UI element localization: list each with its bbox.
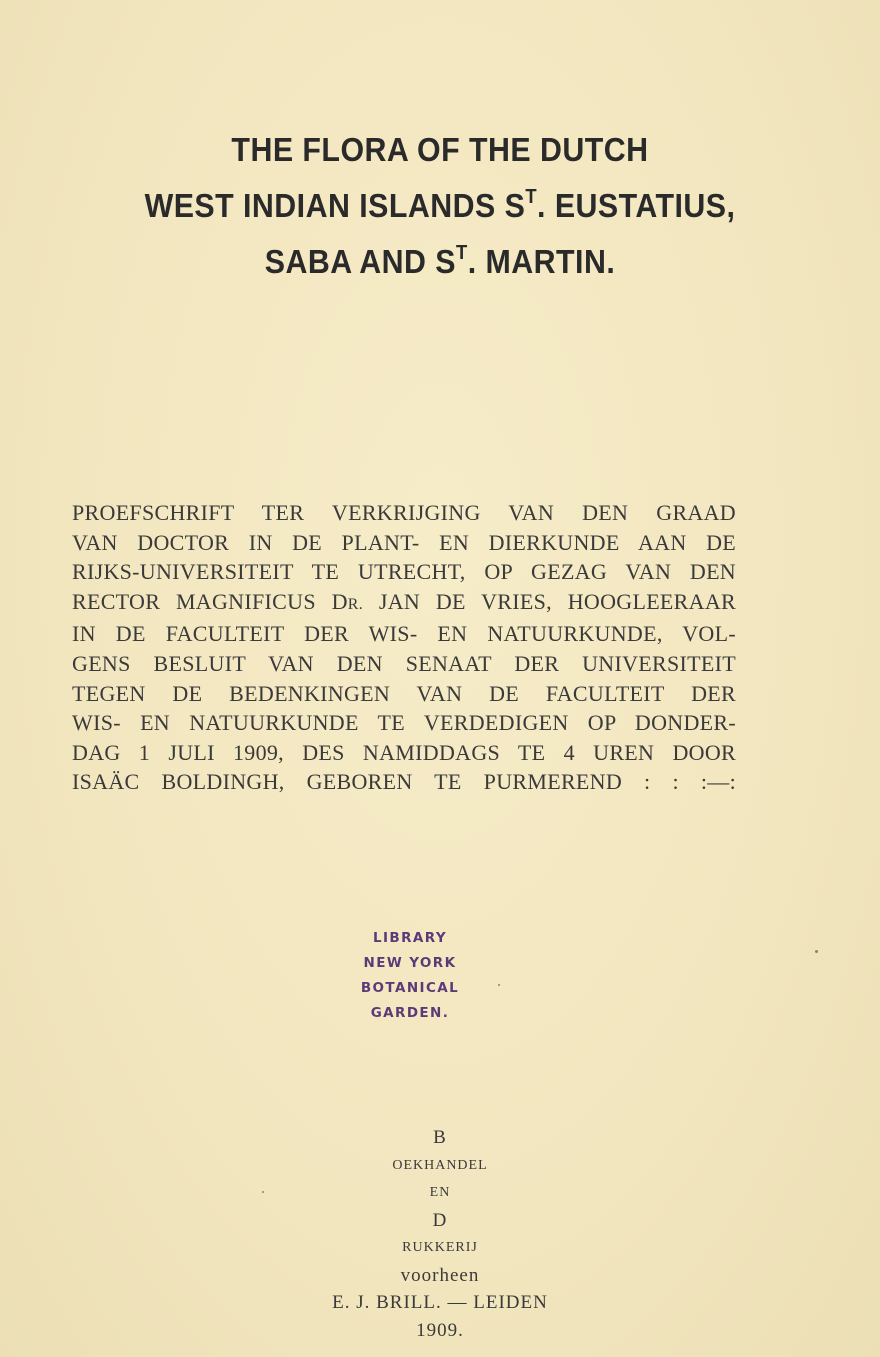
paper-speck [815,950,818,953]
thesis-line: GENS BESLUIT VAN DEN SENAAT DER UNIVERSITEIT [72,650,736,676]
stamp-line: LIBRARY [373,930,447,946]
stamp-line: BOTANICAL [360,980,460,996]
stamp-line: GARDEN. [370,1005,450,1021]
thesis-statement [72,498,736,797]
publisher-line-2: voorheen [400,1264,480,1286]
title-line-2: WEST INDIAN ISLANDS $S^T$. EUSTATIUS, [144,186,736,224]
thesis-line: PROEFSCHRIFT TER VERKRIJGING VAN DEN GRAAD [72,500,736,525]
thesis-line: DAG 1 JULI 1909, DES NAMIDDAGS TE 4 UREN DOOR [72,739,736,765]
publisher-imprint [190,1124,690,1344]
thesis-line: WIS- EN NATUURKUNDE TE VERDEDIGEN OP DONDER- [72,710,736,736]
thesis-line: TEGEN DE BEDENKINGEN VAN DE FACULTEIT DER [72,680,736,706]
publisher-line-1: B OEKHANDEL EN D RUKKERIJ [392,1127,488,1255]
paper-speck [498,984,500,986]
publisher-line-3: E. J. BRILL. — LEIDEN [332,1292,548,1313]
publication-year: 1909. [416,1319,464,1341]
library-stamp [320,926,500,1026]
stamp-line: NEW YORK [363,955,457,971]
title-line-3: SABA AND $S^T$. MARTIN. [264,242,616,280]
thesis-line: RECTOR MAGNIFICUS DR. JAN DE VRIES, HOOGLEERAAR [72,588,736,614]
thesis-line: IN DE FACULTEIT DER WIS- EN NATUURKUNDE, VOL- [72,621,736,647]
paper-speck [262,1191,264,1193]
thesis-line: RIJKS-UNIVERSITEIT TE UTRECHT, OP GEZAG VAN DEN [72,559,736,585]
book-title [72,122,808,290]
title-line-1: THE FLORA OF THE DUTCH [231,131,649,168]
thesis-line: ISAÄC BOLDINGH, GEBOREN TE PURMEREND : : :—: [72,769,736,795]
thesis-line: VAN DOCTOR IN DE PLANT- EN DIERKUNDE AAN DE [72,529,736,555]
